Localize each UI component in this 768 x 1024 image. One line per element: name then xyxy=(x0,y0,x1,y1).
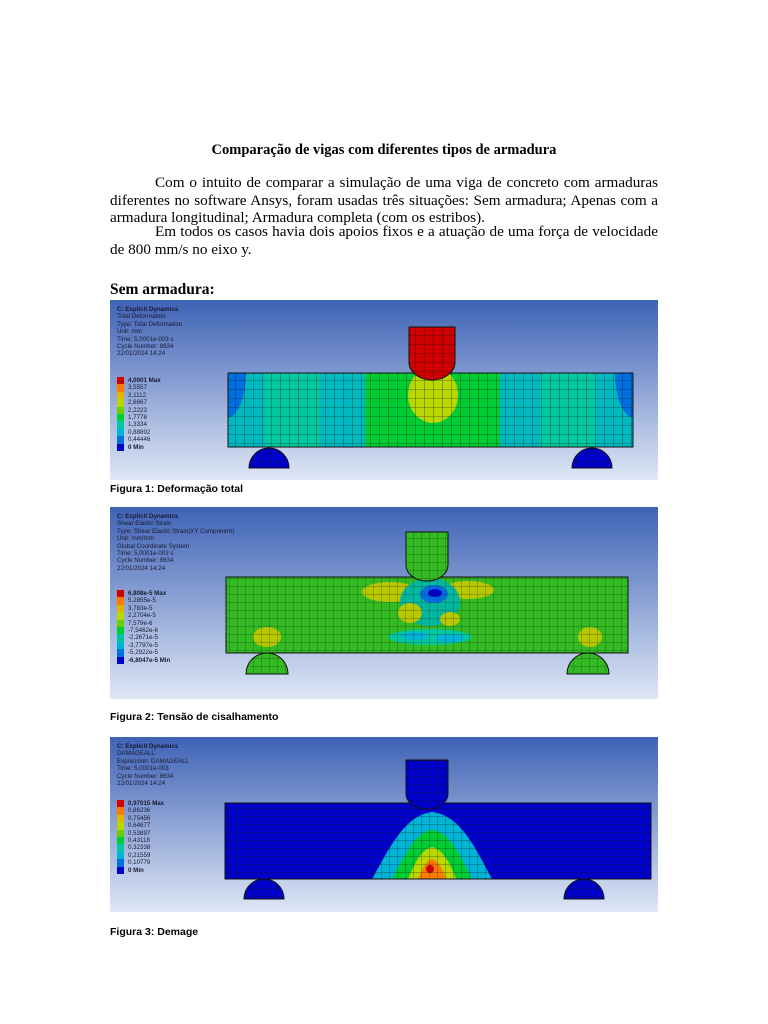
figure-total-deformation xyxy=(110,300,658,480)
legend-label: 3,1112 xyxy=(128,391,147,399)
figure-caption: Figura 2: Tensão de cisalhamento xyxy=(110,711,279,723)
info-line: DAMAGEALL xyxy=(117,750,155,758)
legend-swatch xyxy=(117,444,124,451)
legend-swatch xyxy=(117,377,124,384)
damage-plot xyxy=(110,737,658,912)
info-line: Cycle Number: 8634 xyxy=(117,343,174,351)
legend-label: 2,2223 xyxy=(128,406,147,414)
info-line: C: Explicit Dynamics xyxy=(117,306,179,313)
paragraph-intro xyxy=(110,174,658,227)
legend-label: 0,53897 xyxy=(128,829,151,837)
figure-shear-strain xyxy=(110,507,658,699)
legend-swatch xyxy=(117,642,124,649)
legend-swatch xyxy=(117,815,124,822)
info-line: Expression: DAMAGEALL xyxy=(117,757,189,765)
legend-swatch xyxy=(117,436,124,443)
legend-label: 6,808e-5 Max xyxy=(128,590,167,597)
figure-damage xyxy=(110,737,658,912)
legend-label: -7,5462e-6 xyxy=(128,626,158,634)
info-line: Type: Shear Elastic Strain(XY Component) xyxy=(117,527,235,535)
figure-info xyxy=(117,306,182,358)
info-line: Shear Elastic Strain xyxy=(117,520,172,528)
legend-swatch xyxy=(117,590,124,597)
info-line: Unit: mm xyxy=(117,328,142,336)
legend-label: 0 Min xyxy=(128,866,144,874)
legend-swatch xyxy=(117,605,124,612)
paragraph-supports-text: Em todos os casos havia dois apoios fixos e a atuação de uma força de velocidade de 800 mm/s no eixo y. xyxy=(110,223,658,258)
legend-label: 0,88892 xyxy=(128,428,151,436)
figure-caption: Figura 3: Demage xyxy=(110,926,199,938)
legend-swatch xyxy=(117,807,124,814)
legend-label: 0,21559 xyxy=(128,851,151,859)
info-line: Cycle Number: 8634 xyxy=(117,557,174,565)
figure-info xyxy=(117,513,234,572)
legend-swatch xyxy=(117,414,124,421)
legend-swatch xyxy=(117,627,124,634)
info-line: C: Explicit Dynamics xyxy=(117,743,179,750)
legend-label: 0,32338 xyxy=(128,844,151,852)
legend-label: 0,86236 xyxy=(128,807,151,815)
legend-label: 1,3334 xyxy=(128,421,147,429)
info-line: Time: 5,0001e-003 xyxy=(117,765,169,773)
legend-swatch xyxy=(117,620,124,627)
legend-swatch xyxy=(117,800,124,807)
legend-swatch xyxy=(117,429,124,436)
legend-swatch xyxy=(117,844,124,851)
section-heading: Sem armadura: xyxy=(110,281,215,298)
legend-swatch xyxy=(117,407,124,414)
legend-label: -3,7797e-5 xyxy=(128,641,158,649)
legend-label: 0,64677 xyxy=(128,822,151,830)
legend-label: 3,5557 xyxy=(128,384,147,392)
info-line: 22/01/2024 14:24 xyxy=(117,780,166,788)
legend-label: 5,2855e-5 xyxy=(128,597,156,605)
legend-swatch xyxy=(117,830,124,837)
legend-swatch xyxy=(117,867,124,874)
figure-info xyxy=(117,743,189,787)
legend-label: 0 Min xyxy=(128,443,144,451)
paragraph-supports xyxy=(110,223,658,258)
info-line: Cycle Number: 8634 xyxy=(117,772,174,780)
legend-swatch xyxy=(117,597,124,604)
legend-label: 2,2704e-5 xyxy=(128,612,156,620)
legend-swatch xyxy=(117,392,124,399)
legend-swatch xyxy=(117,634,124,641)
info-line: 22/01/2024 14:24 xyxy=(117,564,166,572)
legend-label: 0,75456 xyxy=(128,814,151,822)
info-line: C: Explicit Dynamics xyxy=(117,513,179,520)
figure-caption: Figura 1: Deformação total xyxy=(110,483,244,495)
document-title: Comparação de vigas com diferentes tipos de armadura xyxy=(211,142,557,158)
info-line: Time: 5,0001e-003 s xyxy=(117,550,174,558)
legend-swatch xyxy=(117,852,124,859)
info-line: Unit: mm/mm xyxy=(117,535,154,543)
legend-label: -5,2922e-5 xyxy=(128,649,158,657)
legend-swatch xyxy=(117,384,124,391)
legend-swatch xyxy=(117,421,124,428)
legend-label: 0,10779 xyxy=(128,859,151,867)
legend-label: 7,579e-6 xyxy=(128,619,153,627)
legend-label: 0,44446 xyxy=(128,436,151,444)
info-line: Total Deformation xyxy=(117,313,166,321)
legend-label: -6,8047e-5 Min xyxy=(128,656,171,664)
legend-swatch xyxy=(117,657,124,664)
legend-label: 0,43118 xyxy=(128,836,150,844)
legend-label: 4,0001 Max xyxy=(128,377,161,384)
paragraph-intro-text: Com o intuito de comparar a simulação de uma viga de concreto com armaduras diferentes no software Ansys, foram usadas três situações: Sem armadura; Apenas com a armadura longitudinal; Armadura completa (com os estribos). xyxy=(110,174,658,226)
legend-label: 3,783e-5 xyxy=(128,604,153,612)
info-line: Time: 5,0001e-003 s xyxy=(117,335,174,343)
legend-label: 1,7778 xyxy=(128,413,147,421)
legend-swatch xyxy=(117,649,124,656)
legend-swatch xyxy=(117,859,124,866)
legend-swatch xyxy=(117,399,124,406)
info-line: Global Coordinate System xyxy=(117,542,190,550)
legend-swatch xyxy=(117,612,124,619)
legend-label: -2,2671e-5 xyxy=(128,634,158,642)
info-line: Type: Total Deformation xyxy=(117,320,183,328)
legend-swatch xyxy=(117,837,124,844)
info-line: 22/01/2024 14:24 xyxy=(117,350,166,358)
legend-label: 2,6667 xyxy=(128,399,147,407)
legend-label: 0,97015 Max xyxy=(128,800,165,807)
deformation-plot xyxy=(110,300,658,480)
legend-swatch xyxy=(117,822,124,829)
